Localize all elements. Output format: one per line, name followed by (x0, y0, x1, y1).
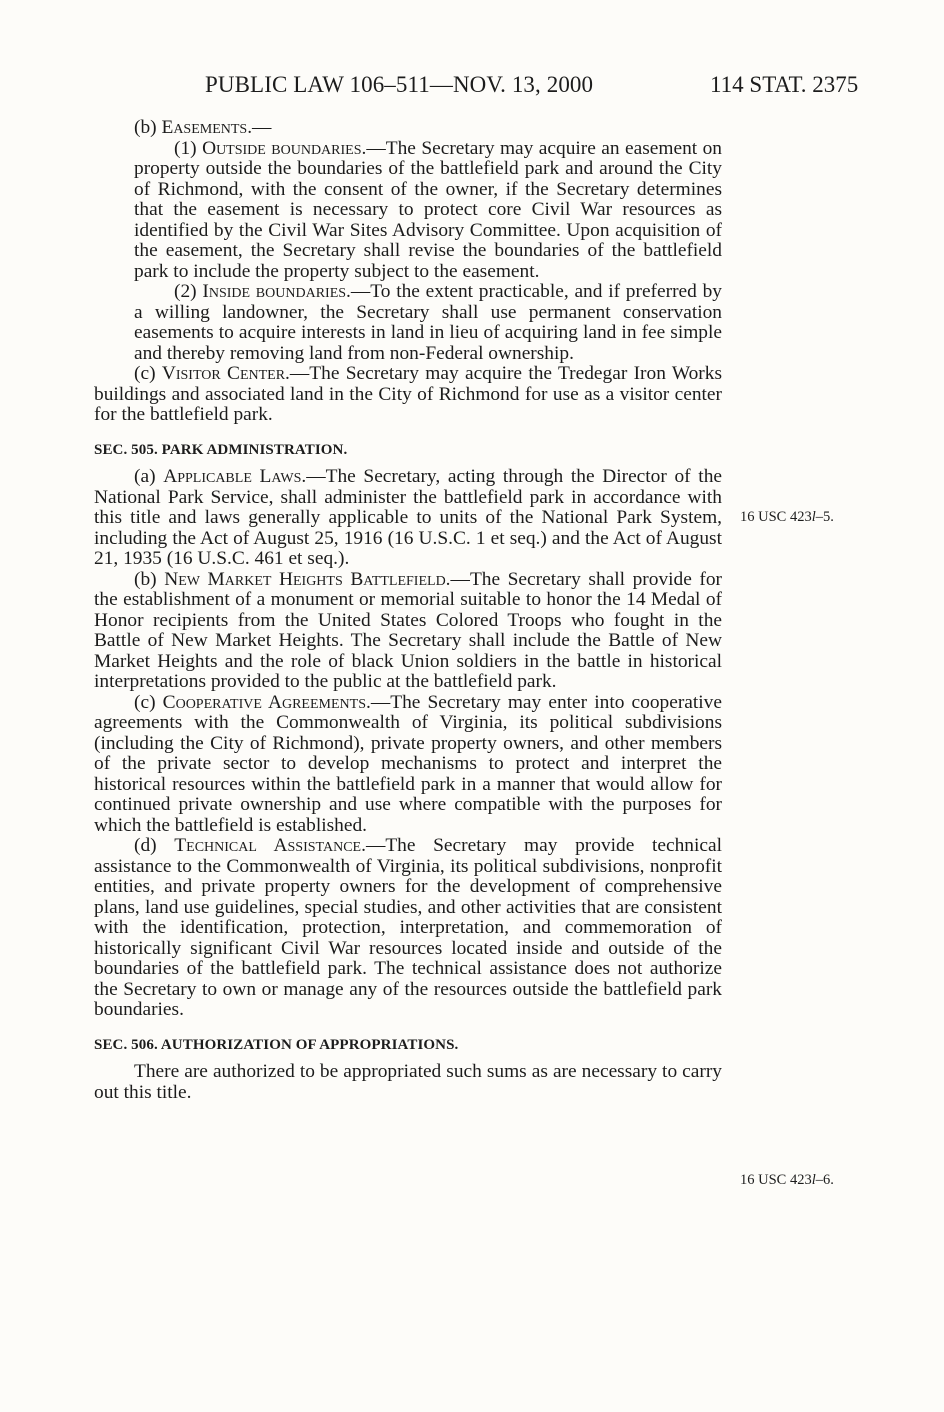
sec-505-heading: SEC. 505. PARK ADMINISTRATION. (94, 441, 348, 458)
page-body (94, 118, 722, 1103)
applicable-laws-text: —The Secretary, acting through the Director of the National Park Service, shall administer the battlefield park in accordance with this title and laws generally applicable to units of the National Park System, including the Act of August 25, 1916 (16 U.S.C. 1 et seq.) and the Act of August 21, 1935 (16 U.S.C. 461 et seq.). (94, 466, 722, 569)
visitor-center-paragraph: (c) Visitor Center.—The Secretary may acquire the Tredegar Iron Works buildings and associated land in the City of Richmond for use as a visitor center for the battlefield park. (94, 363, 723, 425)
margin-note-sec-506: 16 USC 423l–6. (740, 1172, 834, 1188)
technical-assistance-paragraph: (d) Technical Assistance.—The Secretary may provide technical assistance to the Commonwealth of Virginia, its political subdivisions, nonprofit entities, and private property owners for the development of comprehensive plans, land use guidelines, special studies, and other activities that are consistent with the identification, protection, interpretation, and commemoration of historically significant Civil War resources located inside and outside of the boundaries of the battlefield park. The technical assistance does not authorize the Secretary to own or manage any of the resources outside the battlefield park boundaries. (94, 835, 722, 1020)
inside-boundaries-paragraph: (2) Inside boundaries.—To the extent practicable, and if preferred by a willing landowner, the Secretary shall use permanent conservation easements to acquire interests in land in lieu of acquiring land in fee simple and thereby removing land from non-Federal ownership. (134, 281, 722, 364)
applicable-laws-title: Applicable Laws. (163, 466, 307, 487)
new-market-heights-title: New Market Heights Battlefield. (164, 568, 451, 590)
statute-page-number: 114 STAT. 2375 (710, 72, 859, 97)
technical-assistance-title: Technical Assistance. (174, 835, 366, 856)
running-header-title: PUBLIC LAW 106–511—NOV. 13, 2000 (205, 72, 594, 97)
cooperative-agreements-text: —The Secretary may enter into cooperative agreements with the Commonwealth of Virginia, its political subdivisions (including the City of Richmond), private property owners, and other members of the private sector to develop mechanisms to protect and interpret the historical resources within the battlefield park in a manner that would allow for continued private ownership and use where compatible with the purposes for which the battlefield is established. (94, 691, 722, 836)
outside-boundaries-title: Outside boundaries. (202, 137, 367, 159)
outside-boundaries-text: —The Secretary may acquire an easement on property outside the boundaries of the battlefield park and around the City of Richmond, with the consent of the owner, if the Secretary determines that the easement is necessary to protect core Civil War resources as identified by the Civil War Sites Advisory Committee. Upon acquisition of the easement, the Secretary shall revise the boundaries of the battlefield park to include the property subject to the easement. (134, 137, 722, 282)
sec-506-heading: SEC. 506. AUTHORIZATION OF APPROPRIATIONS. (94, 1036, 459, 1053)
inside-boundaries-title: Inside boundaries. (202, 281, 351, 302)
new-market-heights-paragraph: (b) New Market Heights Battlefield.—The Secretary shall provide for the establishment of a monument or memorial suitable to honor the 14 Medal of Honor recipients from the United States Colored Troops who fought in the Battle of New Market Heights. The Secretary shall include the Battle of New Market Heights and the role of black Union soldiers in the battle in historical interpretations provided to the public at the battlefield park. (94, 568, 723, 692)
visitor-center-title: Visitor Center. (161, 363, 290, 384)
outside-boundaries-paragraph: (1) Outside boundaries.—The Secretary may acquire an easement on property outside the boundaries of the battlefield park and around the City of Richmond, with the consent of the owner, if the Secretary determines that the easement is necessary to protect core Civil War resources as identified by the Civil War Sites Advisory Committee. Upon acquisition of the easement, the Secretary shall revise the boundaries of the battlefield park to include the property subject to the easement. (134, 137, 722, 282)
cooperative-agreements-paragraph: (c) Cooperative Agreements.—The Secretary may enter into cooperative agreements with the Commonwealth of Virginia, its political subdivisions (including the City of Richmond), private property owners, and other members of the private sector to develop mechanisms to protect and interpret the historical resources within the battlefield park in a manner that would allow for continued private ownership and use where compatible with the purposes for which the battlefield is established. (94, 691, 722, 836)
margin-note-sec-505: 16 USC 423l–5. (740, 509, 834, 525)
new-market-heights-text: —The Secretary shall provide for the establishment of a monument or memorial suitable to honor the 14 Medal of Honor recipients from the United States Colored Troops who fought in the Battle of New Market Heights. The Secretary shall include the Battle of New Market Heights and the role of black Union soldiers in the battle in historical interpretations provided to the public at the battlefield park. (94, 568, 723, 692)
applicable-laws-paragraph: (a) Applicable Laws.—The Secretary, acting through the Director of the National Park Service, shall administer the battlefield park in accordance with this title and laws generally applicable to units of the National Park System, including the Act of August 25, 1916 (16 U.S.C. 1 et seq.) and the Act of August 21, 1935 (16 U.S.C. 461 et seq.). (94, 466, 722, 569)
inside-boundaries-text: —To the extent practicable, and if preferred by a willing landowner, the Secretary shall use permanent conservation easements to acquire interests in land in lieu of acquiring land in fee simple and thereby removing land from non-Federal ownership. (134, 281, 722, 364)
technical-assistance-text: —The Secretary may provide technical assistance to the Commonwealth of Virginia, its political subdivisions, nonprofit entities, and private property owners for the development of comprehensive plans, land use guidelines, special studies, and other activities that are consistent with the identification, protection, interpretation, and commemoration of historically significant Civil War resources located inside and outside of the boundaries of the battlefield park. The technical assistance does not authorize the Secretary to own or manage any of the resources outside the battlefield park boundaries. (94, 835, 722, 1020)
appropriations-paragraph: There are authorized to be appropriated such sums as are necessary to carry out this title. (94, 1061, 722, 1103)
visitor-center-text: —The Secretary may acquire the Tredegar Iron Works buildings and associated land in the City of Richmond for use as a visitor center for the battlefield park. (94, 363, 723, 425)
easements-title: Easements.— (161, 117, 272, 138)
easements-heading: (b) Easements.— (134, 117, 272, 138)
cooperative-agreements-title: Cooperative Agreements. (162, 691, 371, 713)
